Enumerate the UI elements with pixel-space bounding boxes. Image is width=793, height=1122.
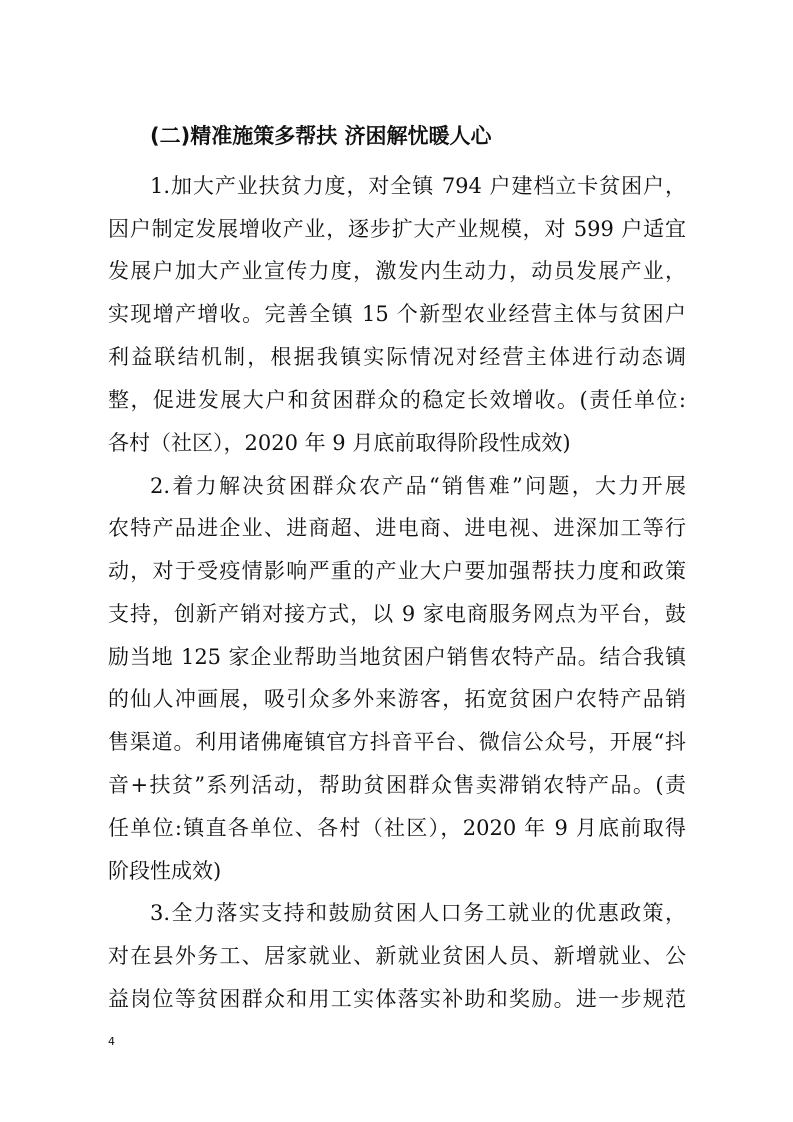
paragraph-2-line-5: 励当地 125 家企业帮助当地贫困户销售农特产品。结合我镇 <box>108 645 686 669</box>
paragraph-3-line-1: 3.全力落实支持和鼓励贫困人口务工就业的优惠政策， <box>150 901 686 925</box>
paragraph-3-line-2: 对在县外务工、居家就业、新就业贫困人员、新增就业、公 <box>108 944 686 968</box>
paragraph-1-line-1: 1.加大产业扶贫力度，对全镇 794 户建档立卡贫困户， <box>150 174 686 198</box>
paragraph-2-line-1: 2.着力解决贫困群众农产品“销售难”问题，大力开展 <box>150 474 686 498</box>
paragraph-1-line-3: 发展户加大产业宣传力度，激发内生动力，动员发展产业， <box>108 259 686 283</box>
paragraph-2-line-2: 农特产品进企业、进商超、进电商、进电视、进深加工等行 <box>108 516 686 540</box>
paragraph-2-line-10: 阶段性成效) <box>108 859 222 883</box>
section-heading: (二)精准施策多帮扶 济困解忧暖人心 <box>150 124 492 148</box>
page-number: 4 <box>108 1035 115 1048</box>
paragraph-3-line-3: 益岗位等贫困群众和用工实体落实补助和奖励。进一步规范 <box>108 987 686 1011</box>
paragraph-2-line-4: 支持，创新产销对接方式，以 9 家电商服务网点为平台，鼓 <box>108 602 686 626</box>
paragraph-2-line-9: 任单位:镇直各单位、各村（社区），2020 年 9 月底前取得 <box>108 816 686 840</box>
paragraph-2-line-3: 动，对于受疫情影响严重的产业大户要加强帮扶力度和政策 <box>108 559 686 583</box>
paragraph-1-line-2: 因户制定发展增收产业，逐步扩大产业规模，对 599 户适宜 <box>108 217 686 241</box>
paragraph-2-line-7: 售渠道。利用诸佛庵镇官方抖音平台、微信公众号，开展“抖 <box>108 730 686 754</box>
paragraph-2-line-6: 的仙人冲画展，吸引众多外来游客，拓宽贫困户农特产品销 <box>108 687 686 711</box>
paragraph-2-line-8: 音+扶贫”系列活动，帮助贫困群众售卖滞销农特产品。(责 <box>108 773 686 797</box>
paragraph-1-line-4: 实现增产增收。完善全镇 15 个新型农业经营主体与贫困户 <box>108 302 686 326</box>
paragraph-1-line-6: 整，促进发展大户和贫困群众的稳定长效增收。(责任单位: <box>108 388 686 412</box>
paragraph-1-line-5: 利益联结机制，根据我镇实际情况对经营主体进行动态调 <box>108 345 686 369</box>
paragraph-1-line-7: 各村（社区），2020 年 9 月底前取得阶段性成效) <box>108 431 571 455</box>
